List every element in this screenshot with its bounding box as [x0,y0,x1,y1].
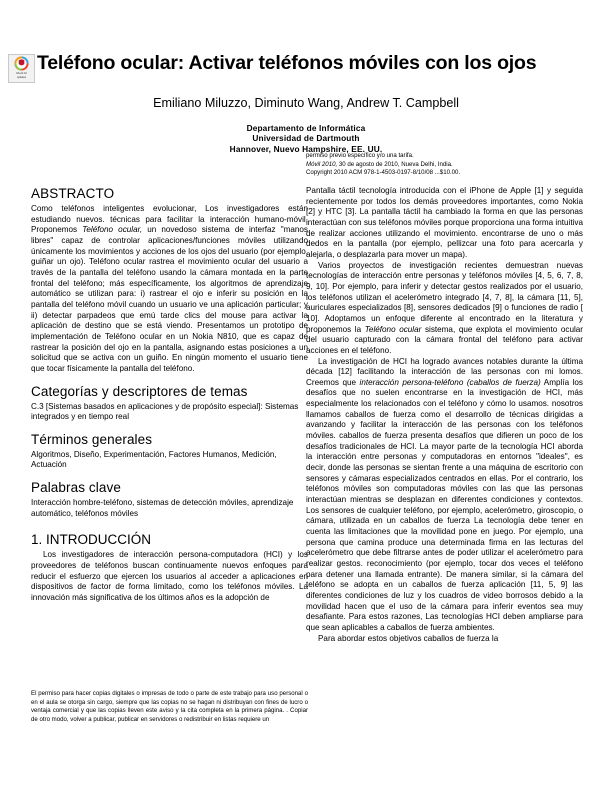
left-column [31,186,308,604]
spacer [31,471,308,480]
crossmark-label-line1: Check for [15,72,28,75]
spacer [31,423,308,432]
keywords-text: Interacción hombre-teléfono, sistemas de detección móviles, aprendizaje automático, teléfonos móviles [31,498,294,518]
right-p3-text-part-2: Amplía los desafíos que no suelen encontrarse en la investigación de HCI, más especialmente los relacionados con el teléfono y cómo lo usamos. nosotros llamamos caballos de fuerza como el desarrollo de técnicas dirigidas a avanzando y facilitar la interacción de las personas con los teléfonos móviles. caballos de fuerza presenta desafíos que difieren un poco de los desafíos tradicionales de HCI. La mayor parte de la tecnología HCI aborda la interacción entre personas y computadoras en entornos "ideales", es decir, donde las personas se sientan frente a una máquina de escritorio con sensores y cámaras especializados centrados en ellas. Por el contrario, los teléfonos móviles son computadoras móviles con las que las personas interactúan mientras se desplazan en diferentes condiciones y contextos. Los sensores de cualquier teléfono, por ejemplo, acelerómetro, giroscopio, o cámara, utilizada en un caballos de fuerza La tecnología debe tener en cuenta las limitaciones que la movilidad pone en juego. Por ejemplo, una persona que camina produce una determinada firma en las lecturas del acelerómetro que debe filtrarse antes de poder utilizar el acelerómetro para realizar gestos. reconocimiento (por ejemplo, tocar dos veces el teléfono para detener una llamada entrante). De manera similar, si la cámara del teléfono se adopta en un caballos de fuerza aplicación [11, 5, 9] las diferentes condiciones de luz y los cuadros de video borrosos debido a la movilidad hacen que el uso de la cámara para inferir eventos sea muy desafiante. Para estos razones, Las tecnologías HCI deben ampliarse para que sean aplicables a caballos de fuerza ambientes. [306,377,583,632]
affiliation-block [0,123,612,154]
general-terms-text: Algoritmos, Diseño, Experimentación, Factores Humanos, Medición, Actuación [31,449,277,470]
right-column [306,186,583,644]
keywords-heading: Palabras clave [31,480,121,496]
copyright-line-2 [306,161,596,170]
copyright-conference-name: Móvil 2010, [306,160,338,168]
right-paragraph-2 [306,261,583,357]
right-p2-text-part-2: sistema, que explota el movimiento ocular del usuario capturado con la cámara frontal del teléfono para activar acciones en el teléfono. [306,324,584,355]
right-p3-text-part-1: La investigación de HCI ha logrado avances notables durante la última década [12] facilitando la interacción de las personas con mi lomos. Creemos que [306,356,583,387]
right-paragraph-3 [306,357,583,634]
general-terms-heading: Términos generales [31,431,153,447]
abstract-paragraph [31,204,308,375]
right-paragraph-1: Pantalla táctil tecnología introducida con el iPhone de Apple [1] y seguida recientemente por todos los demás proveedores importantes, como Nokia [2] y HTC [3]. La pantalla táctil ha cambiado la forma en que las personas interactúan con sus teléfonos móviles porque proporciona una forma intuitiva de realizar acciones utilizando el movimiento. encontrarse de uno o más dedos en la pantalla (por ejemplo, pellizcar una foto para acercarla y alejarla, o desplazarla para mover un mapa). [306,186,583,259]
spacer [31,375,308,384]
permission-notice: El permiso para hacer copias digitales o impresas de todo o parte de este trabajo para uso personal o en el aula se otorga sin cargo, siempre que las copias no se hagan ni distribuyan con fines de lucro o ventaja comercial y que las copias lleven este aviso y la cita completa en la primera página. . Copiar de otro modo, volver a publicar, publicar en servidores o redistribuir en listas requiere un [31,690,308,723]
copyright-line-1: permiso previo específico y/o una tarifa. [306,152,414,159]
crossmark-label-line2: updates [16,76,27,80]
right-paragraph-4: Para abordar estos objetivos caballos de fuerza la [318,633,499,643]
copyright-block [306,152,596,178]
spacer [31,519,308,532]
introduction-paragraph: Los investigadores de interacción persona-computadora (HCI) y los proveedores de teléfonos buscan continuamente nuevos enfoques para reducir el esfuerzo que ejercen los usuarios al acceder a aplicaciones en dispositivos de factor de forma limitado, como los teléfonos móviles. La innovación más significativa de los últimos años es la adopción de [31,550,308,603]
author-list: Emiliano Miluzzo, Diminuto Wang, Andrew T. Campbell [153,96,459,110]
abstract-text-part-1: Como teléfonos inteligentes evolucionar, Los investigadores están estudiando nuevos. técnicas para facilitar la interacción humano-móvil. Proponemos [31,204,308,235]
page-title: Teléfono ocular: Activar teléfonos móviles con los ojos [37,52,537,74]
introduction-heading: 1. INTRODUCCIÓN [31,532,152,548]
crossmark-badge[interactable] [8,54,35,83]
right-p2-system-name: Teléfono ocular [364,324,422,334]
crossmark-check-for-updates-icon [14,56,29,71]
categories-heading: Categorías y descriptores de temas [31,383,248,399]
affiliation-location: Hannover, Nuevo Hampshire, EE. UU. [229,143,383,154]
affiliation-university: Universidad de Dartmouth [252,133,360,144]
affiliation-department: Departamento de Informática [246,123,366,133]
copyright-conference-details: 30 de agosto de 2010, Nueva Delhi, India. [337,160,453,168]
abstract-heading: ABSTRACTO [31,186,115,201]
right-p3-term: interacción persona-teléfono (caballos de fuerza) [359,377,541,387]
right-p2-text-part-1: Varios proyectos de investigación recientes demuestran nuevas tecnologías de interacción entre personas y teléfonos móviles [4, 5, 6, 7, 8, 9, 10]. Por ejemplo, para inferir y detectar gestos realizados por el usuario, los teléfonos utilizan el acelerómetro integrado [4, 7, 8], la cámara [11, 5], auriculares especializados [8], sensores dedicados [9] o funciones de radio [ 10]. Adoptamos un enfoque diferente al encontrado en la literatura y proponemos la [306,260,583,334]
abstract-system-name: Teléfono ocular, [82,225,143,235]
copyright-line-3: Copyright 2010 ACM 978-1-4503-0197-8/10/08 ...$10.00. [306,169,461,177]
abstract-text-part-2: un novedoso sistema de interfaz "manos libres" capaz de controlar aplicaciones/funciones móviles utilizando únicamente los movimientos y acciones de los ojos del usuario (por ejemplo, guiñar un ojo). Teléfono ocular rastrea el movimiento ocular del usuario a través de la pantalla del teléfono usando la cámara montada en la parte frontal del teléfono; más específicamente, los algoritmos de aprendizaje automático se utilizan para: i) rastrear el ojo e inferir su posición en la pantalla del teléfono móvil cuando un usuario ve una aplicación particular; y ii) detectar parpadeos que emú tarde clics del mouse para activar la aplicación de destino que se está viendo. Presentamos un prototipo de implementación de Teléfono ocular en un Nokia N810, que es capaz de rastrear la posición del ojo en la pantalla, asignando estas posiciones a un solicitud que se activa con un guiño. En ningún momento el usuario tiene que tocar físicamente la pantalla del teléfono. [31,225,308,373]
categories-text: C.3 [Sistemas basados en aplicaciones y de propósito especial]: Sistemas integrados y en tiempo real [31,401,299,422]
